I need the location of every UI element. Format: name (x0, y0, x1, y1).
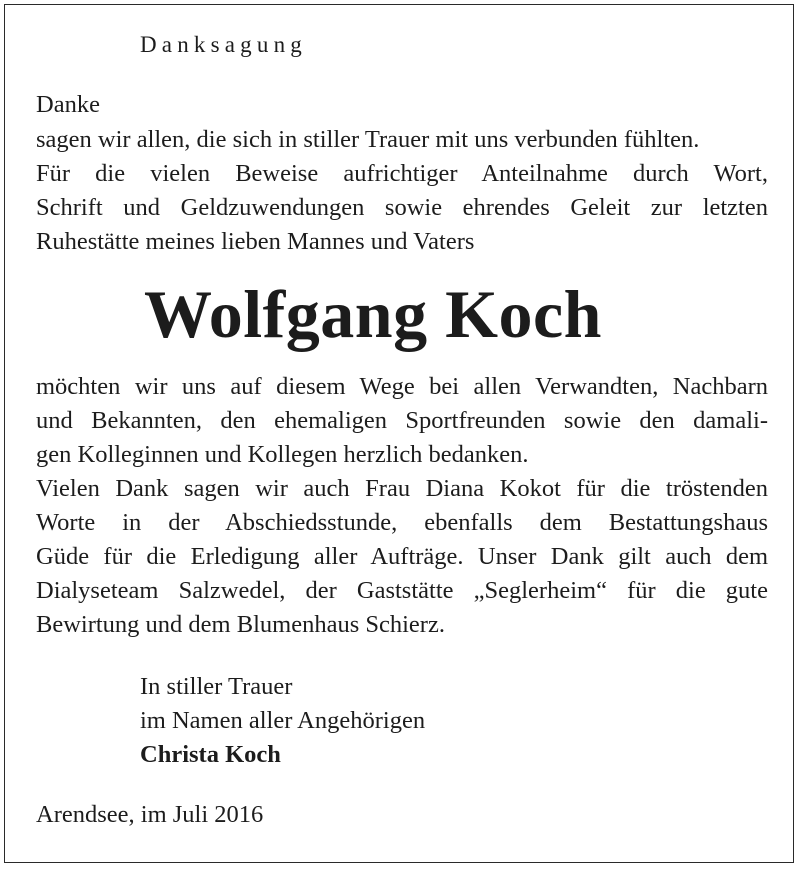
paragraph1-line: sagen wir allen, die sich in stiller Trauer mit uns verbunden fühlten. (36, 126, 700, 153)
paragraph1-line: Ruhestätte meines lieben Mannes und Vaters (36, 228, 475, 255)
place-date: Arendsee, im Juli 2016 (36, 801, 264, 828)
intro-word: Danke (36, 91, 100, 118)
paragraph3-line: Vielen Dank sagen wir auch Frau Diana Kokot für die tröstenden (36, 475, 768, 502)
paragraph3-line: Worte in der Abschiedsstunde, ebenfalls dem Bestattungshaus (36, 509, 768, 536)
notice-heading: Danksagung (140, 32, 307, 57)
paragraph2-line: möchten wir uns auf diesem Wege bei allen Verwandten, Nachbarn (36, 373, 768, 400)
paragraph3-line: Güde für die Erledigung aller Aufträge. Unser Dank gilt auch dem (36, 543, 768, 570)
paragraph3-line: Dialyseteam Salzwedel, der Gaststätte „Seglerheim“ für die gute (36, 577, 768, 604)
signer-name: Christa Koch (140, 741, 281, 768)
paragraph1-line: Für die vielen Beweise aufrichtiger Anteilnahme durch Wort, (36, 160, 768, 187)
signature-line: im Namen aller Angehörigen (140, 707, 426, 734)
paragraph2-line: und Bekannten, den ehemaligen Sportfreunden sowie den damali- (36, 407, 768, 434)
signature-line: In stiller Trauer (140, 673, 293, 700)
paragraph3-line: Bewirtung und dem Blumenhaus Schierz. (36, 611, 445, 638)
deceased-name: Wolfgang Koch (144, 276, 602, 352)
paragraph1-line: Schrift und Geldzuwendungen sowie ehrendes Geleit zur letzten (36, 194, 768, 221)
paragraph2-line: gen Kolleginnen und Kollegen herzlich bedanken. (36, 441, 529, 468)
